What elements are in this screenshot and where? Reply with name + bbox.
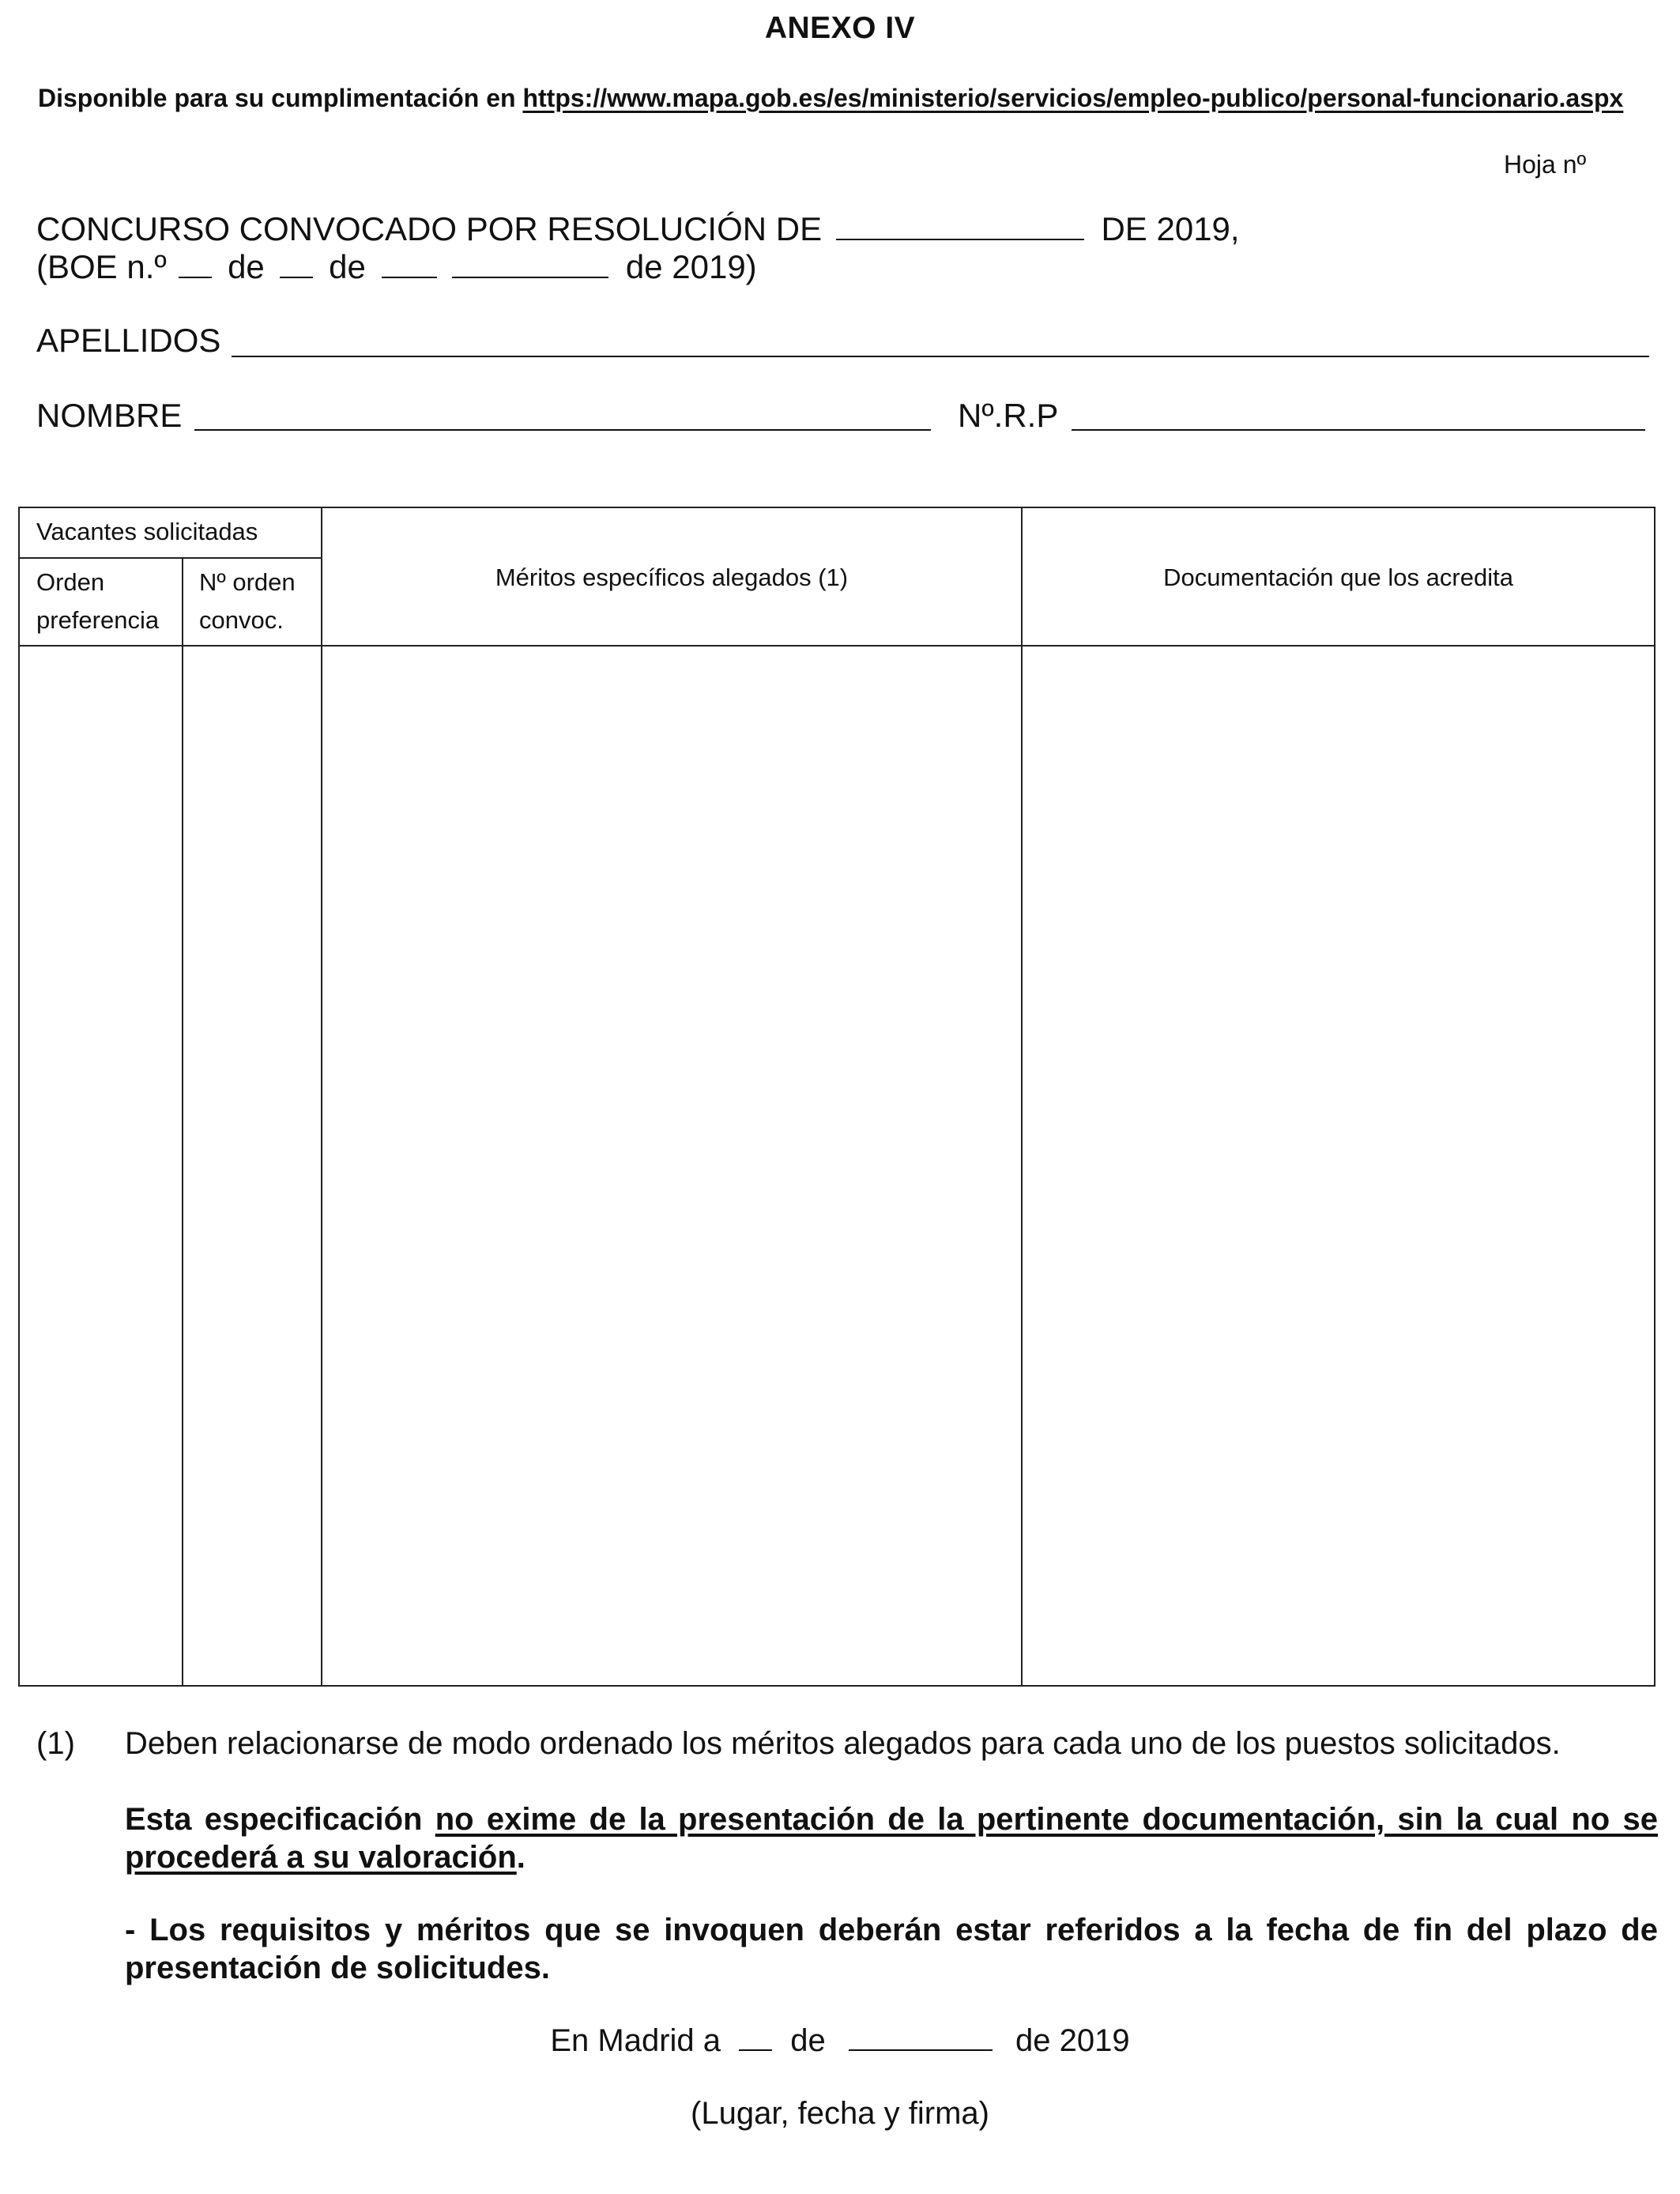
- concurso-line: [36, 210, 1240, 248]
- boe-number-field[interactable]: [179, 248, 212, 278]
- signature-caption: (Lugar, fecha y firma): [691, 2096, 989, 2131]
- boe-line: [36, 248, 757, 286]
- boe-suffix: de 2019): [625, 248, 757, 285]
- form-url-link[interactable]: https://www.mapa.gob.es/es/ministerio/servicios/empleo-publico/personal-funcionario.aspx: [522, 84, 1624, 112]
- availability-prefix: Disponible para su cumplimentación en: [38, 84, 516, 112]
- requirements-paragraph: - Los requisitos y méritos que se invoquen deberán estar referidos a la fecha de fin del plazo de presentación de solicitudes.: [125, 1913, 1658, 1985]
- vacantes-divider: [18, 557, 322, 559]
- apellidos-label: APELLIDOS: [36, 322, 221, 359]
- sheet-number-label: Hoja nº: [1504, 150, 1587, 179]
- table-bottom-border: [18, 1685, 1655, 1687]
- boe-prefix: (BOE n.º: [36, 248, 167, 285]
- month-field[interactable]: [849, 2021, 993, 2051]
- norden-header-line1: Nº orden: [199, 568, 296, 596]
- day-field[interactable]: [739, 2021, 772, 2051]
- boe-month-field[interactable]: [452, 248, 608, 278]
- annex-title: ANEXO IV: [764, 11, 916, 45]
- place-date-line: [0, 2021, 1680, 2059]
- specification-period: .: [516, 1840, 525, 1875]
- orden-header-line2: preferencia: [36, 606, 160, 634]
- footnote-text: Deben relacionarse de modo ordenado los méritos alegados para cada uno de los puestos solicitados.: [125, 1726, 1561, 1761]
- madrid-de-1: de: [790, 2023, 826, 2058]
- orden-preferencia-cell[interactable]: [20, 647, 182, 1685]
- nombre-field[interactable]: [194, 429, 931, 431]
- concurso-suffix: DE 2019,: [1101, 210, 1240, 247]
- resolucion-date-field[interactable]: [836, 210, 1084, 240]
- specification-underlined: no exime de la presentación de la pertinente documentación, sin la cual no se procederá a su valoración: [125, 1802, 1658, 1875]
- nrp-field[interactable]: [1072, 429, 1645, 431]
- apellidos-field[interactable]: [232, 356, 1649, 357]
- norden-convoc-cell[interactable]: [183, 647, 321, 1685]
- norden-header-line2: convoc.: [199, 606, 284, 634]
- specification-lead: Esta especificación: [125, 1802, 435, 1837]
- specification-paragraph: [125, 1800, 1658, 1876]
- footnote-number: (1): [36, 1726, 75, 1761]
- boe-de-1: de: [228, 248, 265, 285]
- documentacion-cell[interactable]: [1023, 647, 1654, 1685]
- meritos-cell[interactable]: [322, 647, 1021, 1685]
- nombre-label: NOMBRE: [36, 397, 183, 434]
- table-top-border: [18, 507, 1655, 508]
- meritos-header: Méritos específicos alegados (1): [495, 564, 849, 591]
- orden-header-line1: Orden: [36, 568, 105, 596]
- vacantes-header: Vacantes solicitadas: [36, 518, 258, 545]
- availability-notice: [38, 84, 1623, 113]
- concurso-prefix: CONCURSO CONVOCADO POR RESOLUCIÓN DE: [36, 210, 823, 247]
- boe-day-field[interactable]: [280, 248, 313, 278]
- boe-day2-field[interactable]: [382, 248, 437, 278]
- madrid-de-2: de 2019: [1015, 2023, 1130, 2058]
- table-right-border: [1654, 507, 1656, 1687]
- nrp-label: Nº.R.P: [958, 397, 1059, 434]
- documentacion-header: Documentación que los acredita: [1163, 564, 1513, 591]
- boe-de-2: de: [329, 248, 366, 285]
- madrid-prefix: En Madrid a: [550, 2023, 721, 2058]
